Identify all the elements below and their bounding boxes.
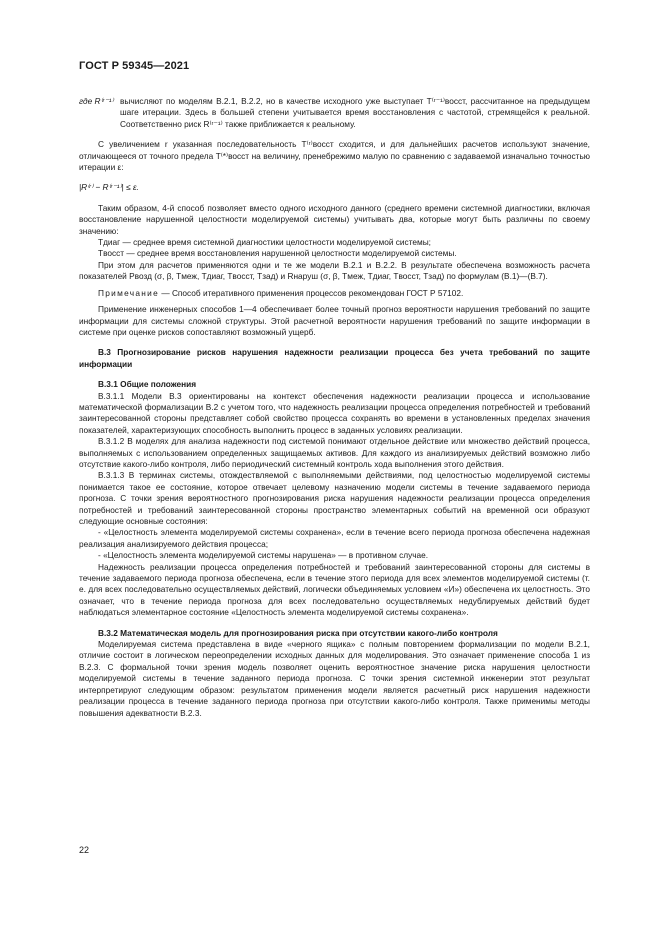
paragraph-calculation: При этом для расчетов применяются одни и те же модели В.2.1 и В.2.2. В результате обеспечена возможность расчета показателей Pвозд (σ, β, Tмеж, Tдиаг, Tвосст, Tзад) и Rнаруш (σ, β, Tмеж, Tдиаг, Tвосст, Tзад) по формулам (В.1)—(В.7). [79,259,590,282]
list-item-integrity-preserved: - «Целостность элемента моделируемой системы сохранена», если в течение всего периода прогноза обеспечена надежная реализация анализируемого действия процесса; [79,527,590,549]
document-body [79,96,590,719]
paragraph-engineering-methods: Применение инженерных способов 1—4 обеспечивает более точный прогноз вероятности нарушения требований по защите информации для системы сложной структуры. Этой расчетной вероятности нарушения требований по защите информации в системе при оценке рисков сопоставляют возможный ущерб. [79,304,590,337]
page-number: 22 [79,845,90,855]
paragraph-b32: Моделируемая система представлена в виде «черного ящика» с полным повторением формализации по модели В.2.1, отличие состоит в логическом переопределении исходных данных для моделирования. Это означает применение способа 1 из В.2.3. С формальной точки зрения модель позволяет оценить вероятностное значение риска нарушения целостности моделируемой системы в течение заданного периода прогноза. С точки зрения системной инженерии этот результат интерпретируют следующим образом: результатом применения модели является расчетный риск нарушения надежности реализации процесса в течение заданного периода прогноза при отсутствии какого-либо контроля. Также применимы методы повышения адекватности В.2.3. [79,639,590,718]
paragraph-b313: В.3.1.3 В терминах системы, отождествляемой с выполняемыми действиями, под целостностью моделируемой системы понимается такое ее состояние, которое отвечает целевому назначению модели системы в течение задаваемого периода прогноза. С точки зрения вероятностного прогнозирования риска нарушения надежности реализации процесса определения потребностей и требований заинтересованной стороны пространство элементарных событий на временной оси образуют следующие основные состояния: [79,470,590,526]
where-text: вычисляют по моделям В.2.1, В.2.2, но в качестве исходного уже выступает T⁽ʳ⁻¹⁾восст, рассчитанное на предыдущем шаге итерации. Здесь в большей степени учитывается время восстановления с частотой, стремящейся к реальной. Соответственно риск R⁽ʳ⁻¹⁾ также приближается к реальному. [120,96,590,129]
note-label: Примечание [98,287,160,298]
where-clause [79,96,590,130]
list-item-integrity-violated: - «Целостность элемента моделируемой системы нарушена» — в противном случае. [98,550,429,561]
paragraph-b314: Надежность реализации процесса определения потребностей и требований заинтересованной стороны для системы в течение задаваемого периода прогноза обеспечена, если в течение этого периода для всех элементов моделируемой системы (т. е. для всех последовательно осуществляемых действий, логически объединяемых условием «И») обеспечена их целостность. Это означает, что в течение периода прогноза для всех последовательно осуществляемых недублируемых действий будет наблюдаться элементарное состояние «Целостность элемента моделируемой системы сохранена». [79,561,590,618]
note-text: — Способ итеративного применения процессов рекомендован ГОСТ Р 57102. [159,287,464,298]
section-heading-b31: В.3.1 Общие положения [98,379,197,390]
paragraph-b312: В.3.1.2 В моделях для анализа надежности под системой понимают отдельное действие или множество действий процесса, выполняемых с использованием определенных защищаемых активов. Для каждого из анализируемых действий возможно либо отсутствие какого-либо контроля, либо периодический системный контроль хода выполнения этого действия. [79,436,590,469]
section-heading-b3: В.3 Прогнозирование рисков нарушения надежности реализации процесса без учета требований по защите информации [79,347,590,369]
document-code-header: ГОСТ Р 59345—2021 [79,60,190,72]
section-heading-b32: В.3.2 Математическая модель для прогнозирования риска при отсутствии какого-либо контроля [98,627,498,638]
note [79,288,590,299]
formula-epsilon: |R⁽ʳ⁾ − R⁽ʳ⁻¹⁾| ≤ ε. [79,182,139,193]
definition-t-vosst: Tвосст — среднее время восстановления нарушенной целостности моделируемой системы. [98,248,457,259]
paragraph-b311: В.3.1.1 Модели В.3 ориентированы на контекст обеспечения надежности реализации процесса и использование математической формализации В.2 с учетом того, что надежность реализации процесса определения потребностей и требований заинтересованной стороны представляет собой свойство процесса сохранять во времени в установленных пределах значения показателей, характеризующих способность выполнить процесс в заданных условиях реализации. [79,390,590,435]
where-key: где R⁽ʳ⁻¹⁾ [79,96,114,106]
definition-t-diag: Tдиаг — среднее время системной диагностики целостности моделируемой системы; [98,237,431,248]
paragraph-method-4: Таким образом, 4-й способ позволяет вместо одного исходного данного (среднего времени системной диагностики, включая восстановление нарушенной целостности моделируемой системы) учитывать два, которые могут быть различны по своему значению: [79,202,590,236]
paragraph-convergence: С увеличением r указанная последовательность T⁽ʳ⁾восст сходится, и для дальнейших расчетов используют значение, отличающееся от точного предела T⁽*⁾восст на величину, пренебрежимо малую по сравнению с задаваемой изначально точностью итерации ε: [79,139,590,173]
